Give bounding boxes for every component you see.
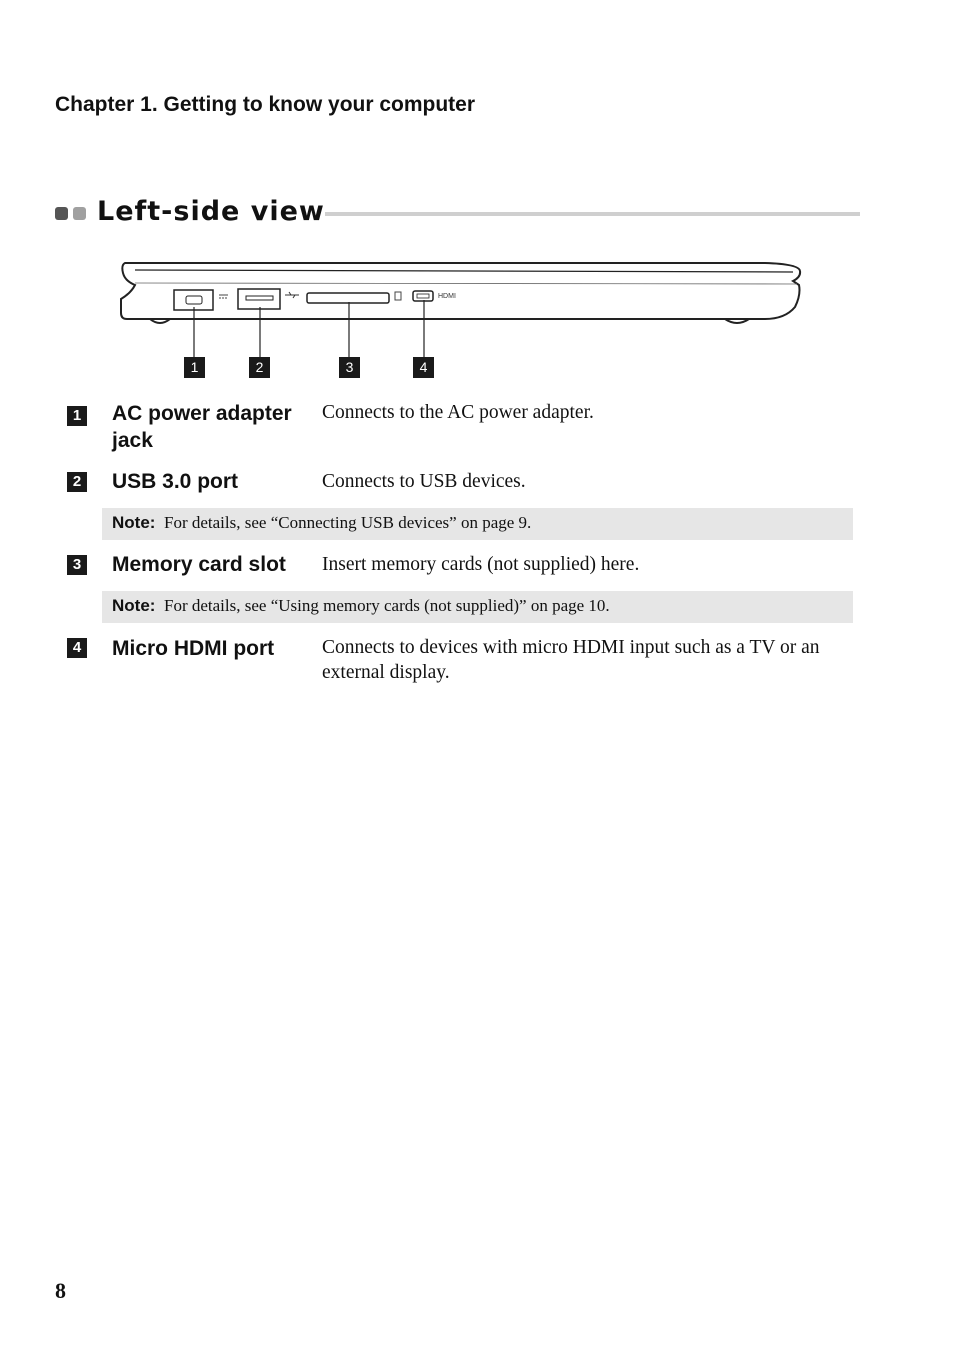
- hdmi-label: HDMI: [438, 293, 456, 300]
- callout-1: 1: [184, 357, 205, 378]
- heading-rule: [325, 212, 860, 216]
- note-box: [102, 508, 853, 540]
- heading-square-dark: [55, 207, 68, 220]
- note-label: Note:: [112, 513, 156, 532]
- item-description: Insert memory cards (not supplied) here.: [322, 554, 640, 575]
- item-description: Connects to devices with micro HDMI input such as a TV or an external display.: [322, 637, 820, 683]
- note-text: For details, see “Connecting USB devices” on page 9.: [164, 513, 532, 532]
- callout-4: 4: [413, 357, 434, 378]
- page-number: 8: [55, 1278, 66, 1303]
- note-label: Note:: [112, 596, 156, 615]
- item-number: 1: [67, 406, 87, 426]
- note-text: For details, see “Using memory cards (not supplied)” on page 10.: [164, 596, 610, 615]
- heading-square-light: [73, 207, 86, 220]
- item-description: Connects to USB devices.: [322, 471, 526, 492]
- chapter-header: Chapter 1. Getting to know your computer: [55, 93, 476, 116]
- item-term: Micro HDMI port: [112, 637, 275, 660]
- item-description: Connects to the AC power adapter.: [322, 402, 594, 423]
- item-term: Memory card slot: [112, 553, 286, 576]
- item-number: 4: [67, 638, 87, 658]
- item-number: 3: [67, 555, 87, 575]
- note-box: [102, 591, 853, 623]
- item-number: 2: [67, 472, 87, 492]
- section-title: Left-side view: [97, 196, 325, 227]
- callout-2: 2: [249, 357, 270, 378]
- callout-3: 3: [339, 357, 360, 378]
- item-term: AC power adapter jack: [112, 402, 292, 452]
- section-heading: [55, 196, 860, 232]
- laptop-side-svg: [115, 255, 815, 385]
- item-term: USB 3.0 port: [112, 470, 239, 493]
- laptop-left-side-illustration: [115, 255, 815, 385]
